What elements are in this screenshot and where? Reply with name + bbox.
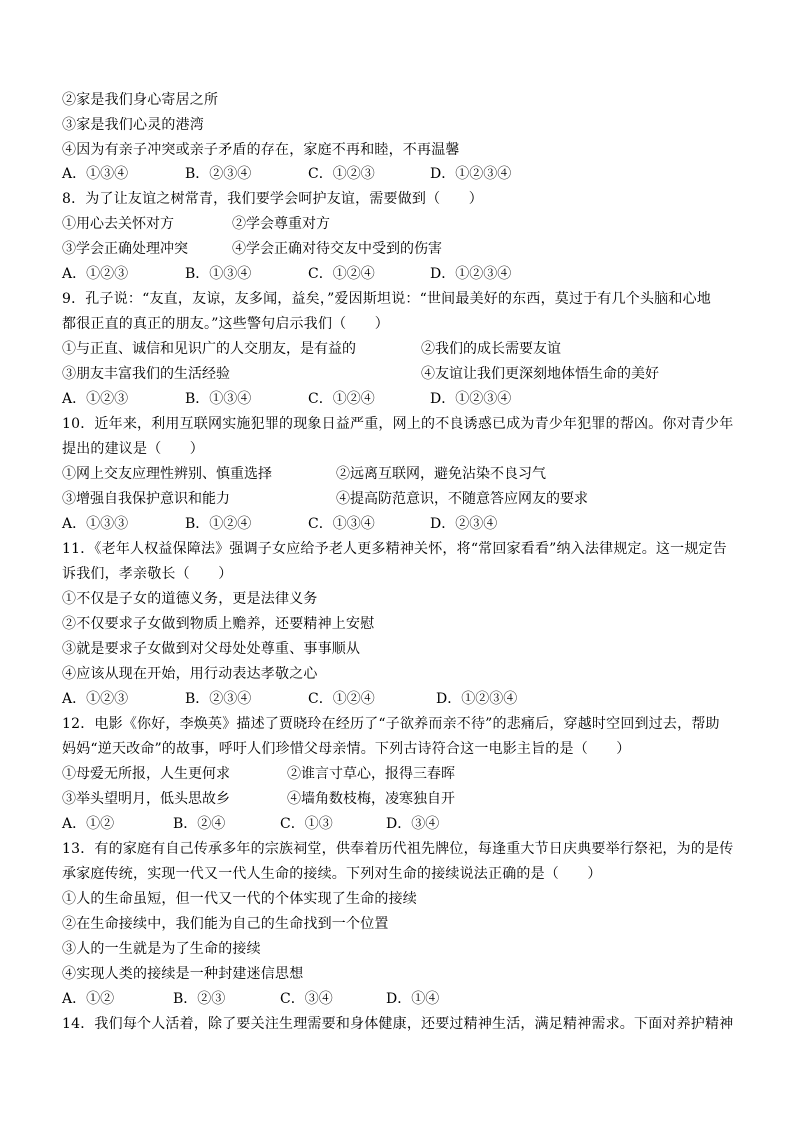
option-2: ②远离互联网，避免沾染不良习气 (336, 466, 546, 482)
option-line: ②家是我们身心寄居之所 (62, 92, 219, 108)
option-4: ④友谊让我们更深刻地体悟生命的美好 (421, 366, 659, 382)
answer-b: B．②④ (173, 816, 226, 832)
question-12-stem-cont: 妈妈“逆天改命”的故事，呼吁人们珍惜父母亲情。下列古诗符合这一电影主旨的是（ ） (62, 741, 631, 757)
option-1: ①人的生命虽短，但一代又一代的个体实现了生命的接续 (62, 891, 417, 907)
option-4: ④实现人类的接续是一种封建迷信思想 (62, 966, 304, 982)
answer-b: B．①③④ (185, 266, 252, 282)
question-13-stem: 13．有的家庭有自己传承多年的宗族祠堂，供奉着历代祖先牌位，每逢重大节日庆典要举行祭祀，为的是传 (62, 841, 734, 857)
answer-a: A．①②③ (62, 266, 129, 282)
answer-b: B．②③④ (185, 691, 252, 707)
option-line: ④因为有亲子冲突或亲子矛盾的存在，家庭不再和睦，不再温馨 (62, 142, 460, 158)
answer-c: C．①③ (280, 816, 333, 832)
answer-c: C．①②③ (308, 166, 375, 182)
answer-a: A．①②③ (62, 391, 129, 407)
option-1: ①用心去关怀对方 (62, 216, 174, 232)
option-1: ①不仅是子女的道德义务，更是法律义务 (62, 591, 318, 607)
question-9-stem: 9．孔子说：“友直，友谅，友多闻，益矣，”爱因斯坦说：“世间最美好的东西，莫过于有几个头脑和心地 (62, 291, 711, 307)
answer-d: D．③④ (386, 816, 440, 832)
answer-c: C．①②④ (308, 391, 375, 407)
option-1: ①与正直、诚信和见识广的人交朋友，是有益的 (62, 341, 356, 357)
answer-c: C．③④ (280, 991, 333, 1007)
answer-b: B．②③ (173, 991, 226, 1007)
question-10-stem-cont: 提出的建议是（ ） (62, 441, 204, 457)
option-4: ④学会正确对待交友中受到的伤害 (232, 241, 442, 257)
option-2: ②在生命接续中，我们能为自己的生命找到一个位置 (62, 916, 389, 932)
answer-d: D．①④ (386, 991, 440, 1007)
option-3: ③就是要求子女做到对父母处处尊重、事事顺从 (62, 641, 361, 657)
question-14-stem: 14．我们每个人活着，除了要关注生理需要和身体健康，还要过精神生活，满足精神需求。下面对养护精神 (62, 1016, 734, 1032)
answer-c: C．①②④ (308, 266, 375, 282)
question-10-stem: 10．近年来，利用互联网实施犯罪的现象日益严重，网上的不良诱惑已成为青少年犯罪的帮凶。你对青少年 (62, 416, 734, 432)
option-line: ③家是我们心灵的港湾 (62, 117, 204, 133)
question-8-stem: 8．为了让友谊之树常青，我们要学会呵护友谊，需要做到（ ） (62, 191, 483, 207)
question-13-stem-cont: 承家庭传统，实现一代又一代人生命的接续。下列对生命的接续说法正确的是（ ） (62, 866, 602, 882)
question-9-stem-cont: 都很正直的真正的朋友。”这些警句启示我们（ ） (62, 316, 389, 332)
answer-a: A．①③④ (62, 166, 129, 182)
answer-c: C．①③④ (308, 516, 375, 532)
question-11-stem-cont: 诉我们，孝亲敬长（ ） (62, 566, 233, 582)
option-2: ②谁言寸草心，报得三春晖 (287, 766, 455, 782)
answer-d: D．①②③④ (430, 266, 512, 282)
option-3: ③学会正确处理冲突 (62, 241, 188, 257)
answer-b: B．①②④ (185, 516, 252, 532)
option-4: ④提高防范意识，不随意答应网友的要求 (336, 491, 588, 507)
option-3: ③朋友丰富我们的生活经验 (62, 366, 230, 382)
option-4: ④墙角数枝梅，凌寒独自开 (287, 791, 455, 807)
answer-d: D．①②③④ (436, 691, 518, 707)
question-11-stem: 11．《老年人权益保障法》强调子女应给予老人更多精神关怀，将“常回家看看”纳入法律规定。这一规定告 (62, 541, 727, 557)
answer-a: A．①② (62, 816, 115, 832)
option-3: ③人的一生就是为了生命的接续 (62, 941, 261, 957)
answer-a: A．①②③ (62, 691, 129, 707)
option-2: ②学会尊重对方 (232, 216, 330, 232)
option-3: ③增强自我保护意识和能力 (62, 491, 230, 507)
answer-d: D．②③④ (430, 516, 498, 532)
answer-b: B．②③④ (185, 166, 252, 182)
answer-c: C．①②④ (308, 691, 375, 707)
answer-d: D．①②③④ (430, 166, 512, 182)
answer-b: B．①③④ (185, 391, 252, 407)
option-1: ①母爱无所报，人生更何求 (62, 766, 230, 782)
option-2: ②不仅要求子女做到物质上赡养，还要精神上安慰 (62, 616, 375, 632)
question-12-stem: 12．电影《你好，李焕英》描述了贾晓玲在经历了“子欲养而亲不待”的悲痛后，穿越时空回到过去，帮助 (62, 716, 720, 732)
answer-a: A．①② (62, 991, 115, 1007)
option-4: ④应该从现在开始，用行动表达孝敬之心 (62, 666, 318, 682)
option-3: ③举头望明月，低头思故乡 (62, 791, 230, 807)
option-1: ①网上交友应理性辨别、慎重选择 (62, 466, 272, 482)
answer-a: A．①③③ (62, 516, 129, 532)
option-2: ②我们的成长需要友谊 (421, 341, 561, 357)
answer-d: D．①②③④ (430, 391, 512, 407)
